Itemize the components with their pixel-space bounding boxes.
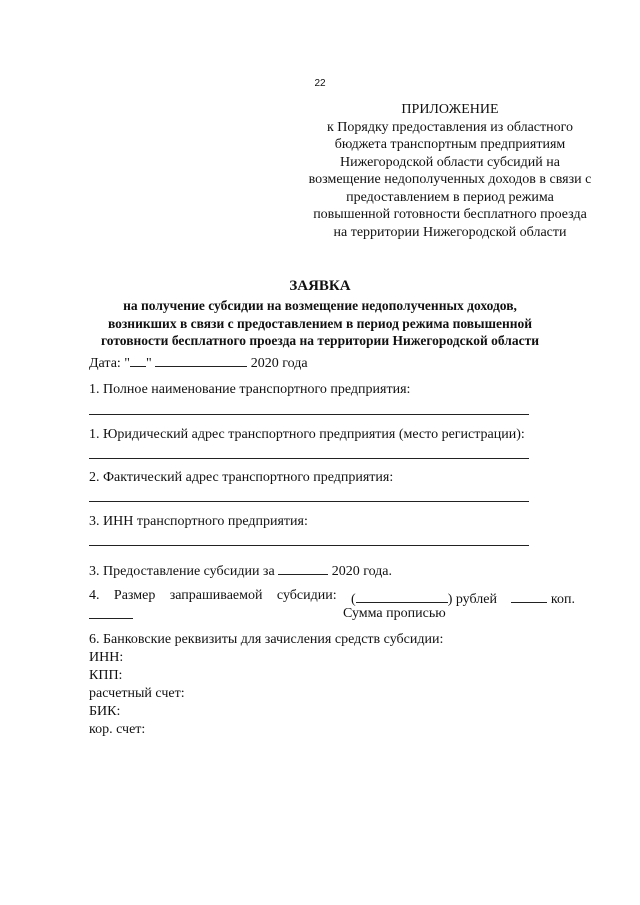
bank-field-kpp: КПП:	[89, 668, 123, 683]
heading-line: на получение субсидии на возмещение недополученных доходов,	[123, 298, 517, 313]
heading-title: ЗАЯВКА	[289, 278, 351, 294]
item-inn-field[interactable]	[89, 545, 529, 546]
bank-title: 6. Банковские реквизиты для зачисления средств субсидии:	[89, 632, 444, 647]
item-name-label: 1. Полное наименование транспортного предприятия:	[89, 382, 411, 397]
date-suffix: 2020 года	[250, 356, 308, 371]
appendix-block	[290, 101, 610, 241]
date-prefix: Дата: "	[89, 356, 131, 371]
amount-word: Размер	[113, 588, 156, 603]
subsidy-period-suffix: 2020 года.	[331, 564, 393, 579]
item-legal-address-field[interactable]	[89, 458, 529, 459]
date-month-blank[interactable]	[155, 352, 247, 367]
amount-rubles-blank[interactable]	[89, 604, 133, 619]
appendix-line: предоставлением в период режима	[346, 189, 554, 205]
bank-field-account: расчетный счет:	[89, 686, 185, 701]
amount-word: запрашиваемой	[169, 588, 263, 603]
appendix-line: к Порядку предоставления из областного	[326, 119, 574, 135]
appendix-line: возмещение недополученных доходов в связи с	[308, 172, 592, 187]
amount-rubles: ) рублей	[447, 592, 497, 607]
amount-words-blank[interactable]	[356, 588, 448, 603]
bank-field-inn: ИНН:	[89, 650, 124, 665]
amount-sum-group	[351, 588, 497, 608]
appendix-line: повышенной готовности бесплатного проезда	[313, 207, 587, 222]
date-sep: "	[146, 356, 152, 371]
item-inn-label: 3. ИНН транспортного предприятия:	[89, 514, 308, 529]
item-legal-address-label: 1. Юридический адрес транспортного предприятия (место регистрации):	[89, 427, 525, 442]
heading-line: готовности бесплатного проезда на территории Нижегородской области	[100, 333, 540, 348]
amount-kop-group	[511, 588, 575, 608]
subsidy-period-blank[interactable]	[278, 560, 328, 575]
amount-open-paren: (	[351, 592, 356, 607]
appendix-line: бюджета транспортным предприятиям	[334, 137, 566, 152]
amount-row	[89, 588, 575, 608]
subsidy-period-row	[89, 560, 392, 580]
item-actual-address-field[interactable]	[89, 501, 529, 502]
item-name-field[interactable]	[89, 414, 529, 415]
date-row	[89, 352, 308, 372]
document-heading	[60, 278, 580, 350]
date-day-blank[interactable]	[130, 352, 146, 367]
amount-kop-label: коп.	[550, 592, 575, 607]
item-actual-address-label: 2. Фактический адрес транспортного предприятия:	[89, 470, 394, 485]
page-number: 22	[314, 78, 326, 89]
subsidy-period-prefix: 3. Предоставление субсидии за	[89, 564, 275, 579]
amount-caption: Сумма прописью	[343, 606, 446, 621]
appendix-title: ПРИЛОЖЕНИЕ	[401, 102, 499, 117]
amount-number: 4.	[89, 588, 100, 603]
heading-line: возникших в связи с предоставлением в период режима повышенной	[107, 315, 533, 331]
bank-field-corr-account: кор. счет:	[89, 722, 146, 737]
amount-word: субсидии:	[276, 588, 337, 603]
appendix-line: на территории Нижегородской области	[333, 224, 567, 240]
amount-kop-blank[interactable]	[511, 588, 547, 603]
bank-field-bik: БИК:	[89, 704, 121, 719]
appendix-line: Нижегородской области субсидий на	[339, 154, 560, 170]
